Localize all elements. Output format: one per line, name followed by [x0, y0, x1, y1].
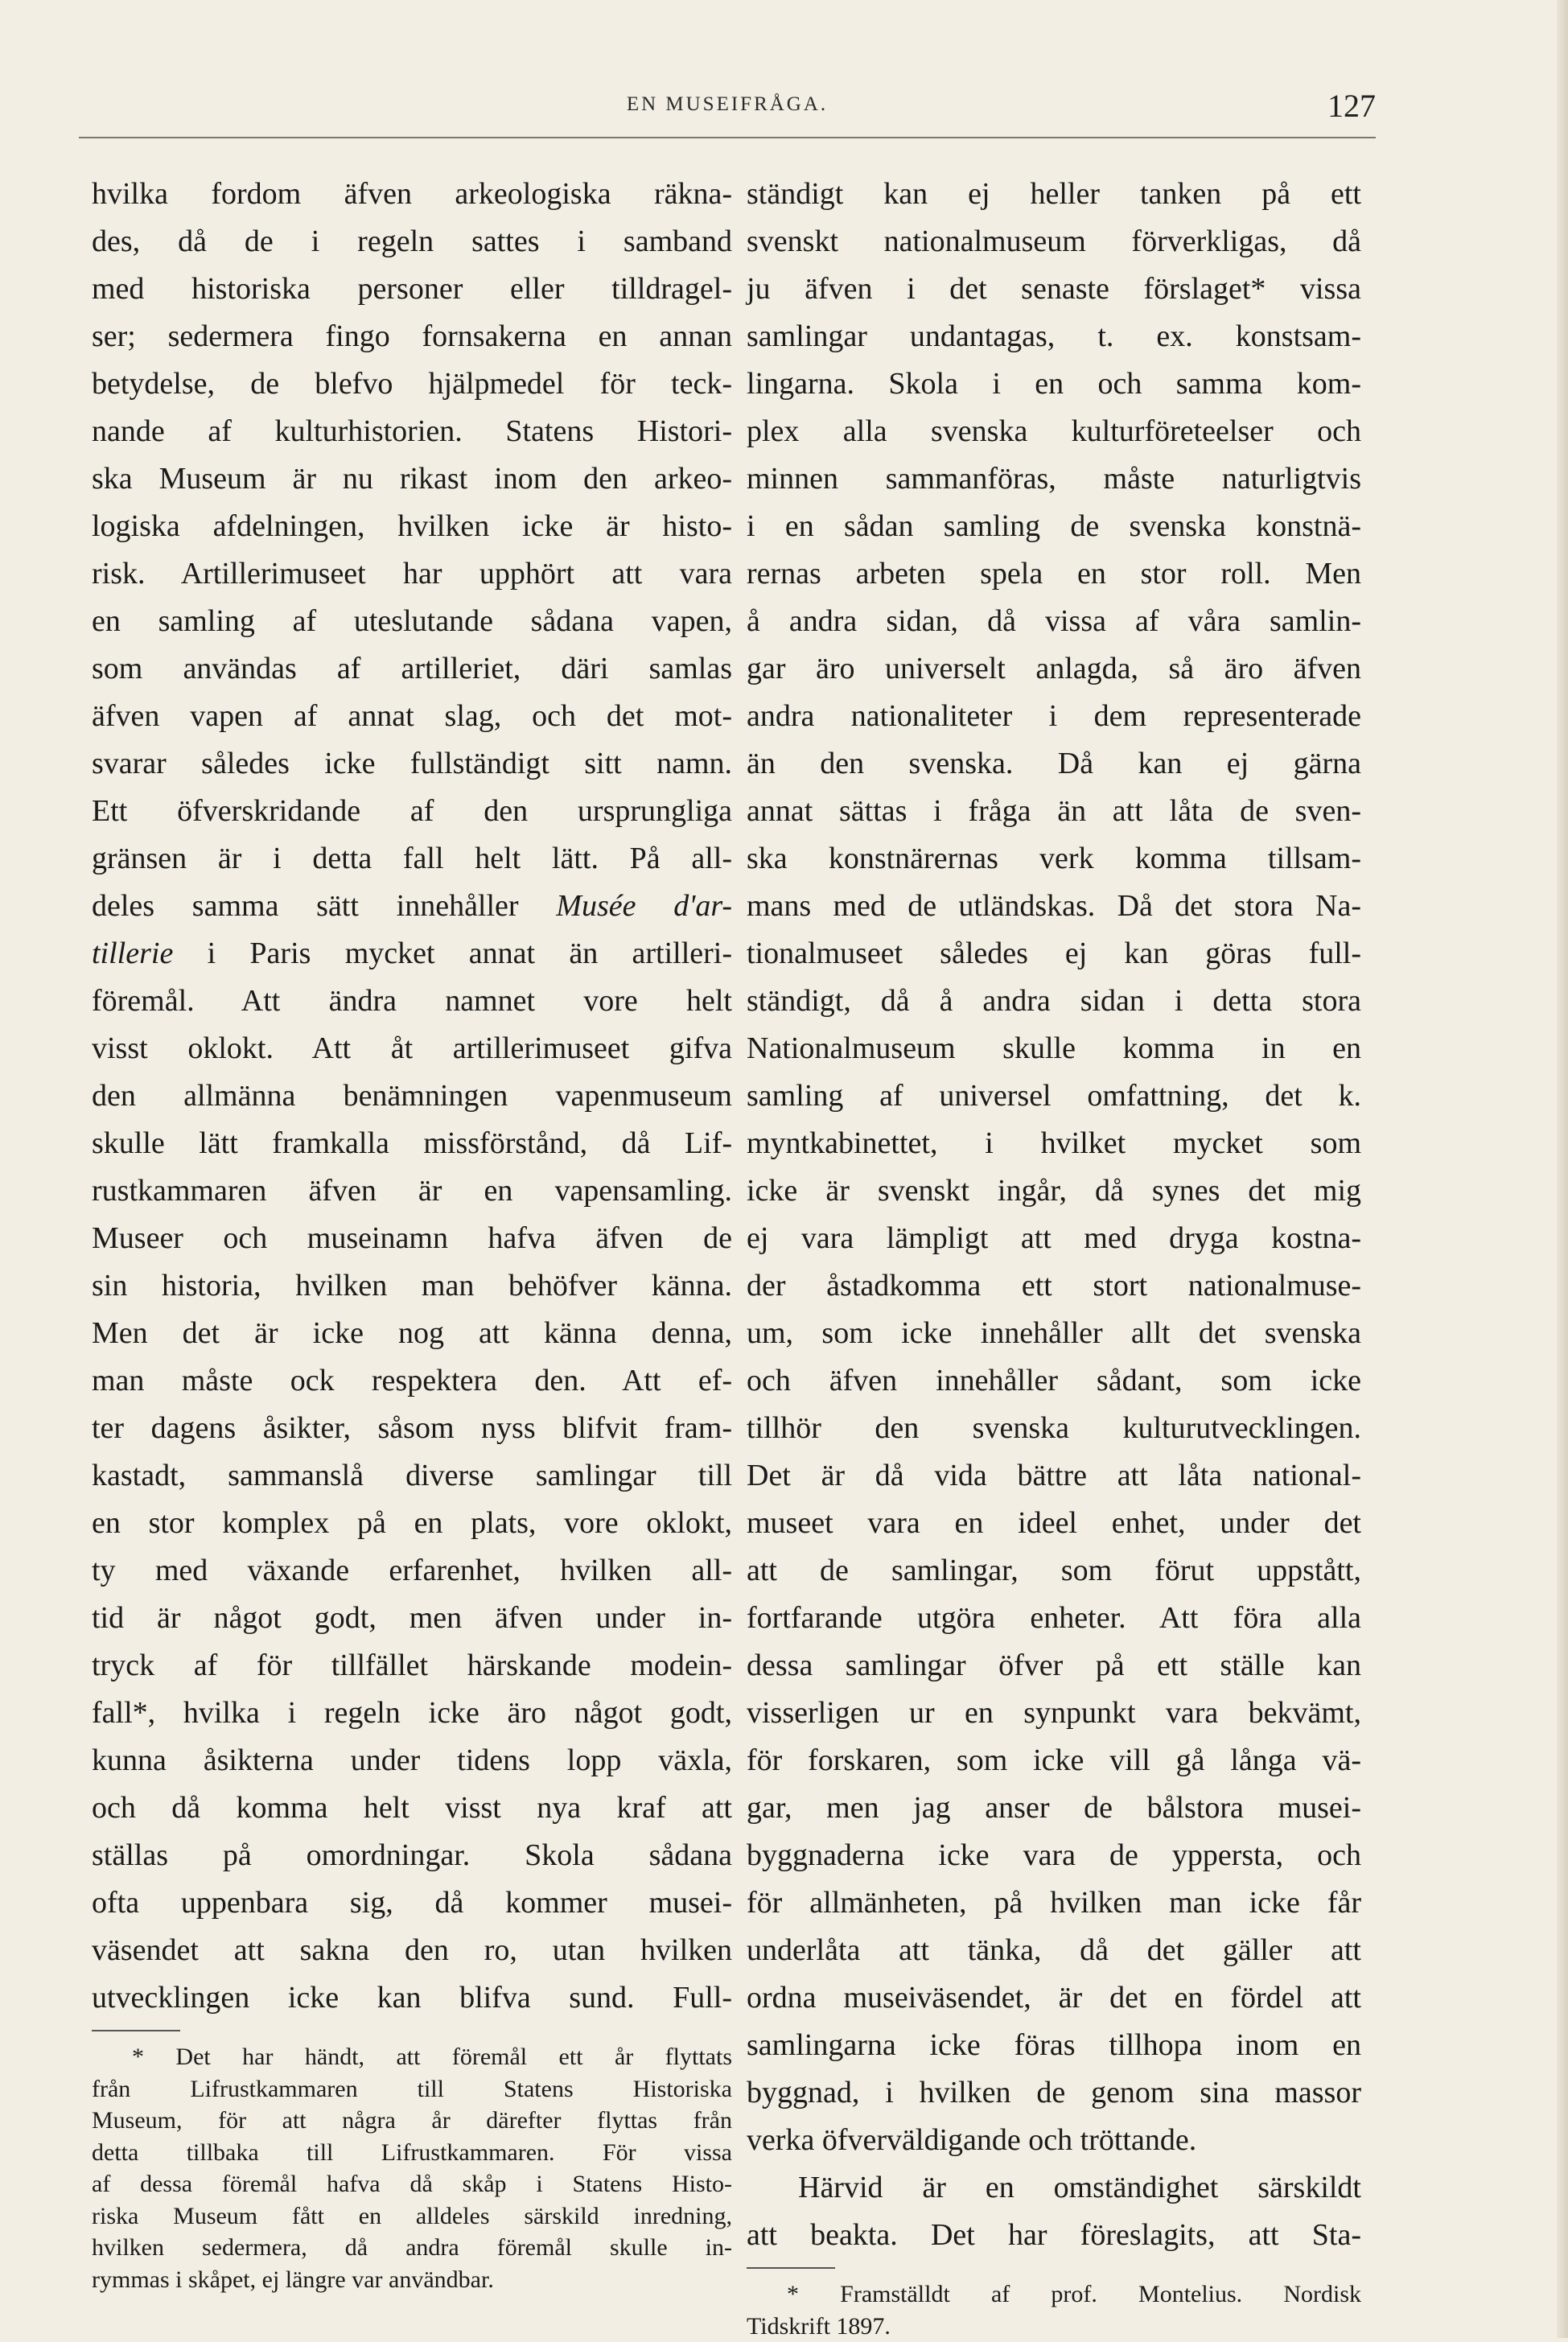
text-line: gar, men jag anser de bålstora musei-	[747, 1784, 1361, 1832]
text-line: logiska afdelningen, hvilken icke är histo-	[92, 503, 732, 550]
text-line: tid är något godt, men äfven under in-	[92, 1595, 732, 1642]
text-line: föremål. Att ändra namnet vore helt	[92, 978, 732, 1025]
text-line: underlåta att tänka, då det gäller att	[747, 1927, 1361, 1974]
text-line: som användas af artilleriet, däri samlas	[92, 645, 732, 693]
text-line: betydelse, de blefvo hjälpmedel för teck-	[92, 360, 732, 408]
italic-title: tillerie	[92, 936, 173, 970]
text-line: dessa samlingar öfver på ett ställe kan	[747, 1642, 1361, 1690]
text-line: minnen sammanföras, måste naturligtvis	[747, 455, 1361, 503]
text-line: i en sådan samling de svenska konstnä-	[747, 503, 1361, 550]
text-line: ser; sedermera fingo fornsakerna en annan	[92, 313, 732, 360]
text-line: samlingarna icke föras tillhopa inom en	[747, 2022, 1361, 2069]
text-line: ställas på omordningar. Skola sådana	[92, 1832, 732, 1879]
text-line: rustkammaren äfven är en vapensamling.	[92, 1167, 732, 1215]
text-line: en samling af uteslutande sådana vapen,	[92, 598, 732, 645]
text-line: en stor komplex på en plats, vore oklokt,	[92, 1500, 732, 1547]
text-line: gränsen är i detta fall helt lätt. På all-	[92, 835, 732, 883]
text-line: och äfven innehåller sådant, som icke	[747, 1357, 1361, 1405]
footnote-line: rymmas i skåpet, ej längre var användbar.	[92, 2264, 732, 2296]
text-line: man måste ock respektera den. Att ef-	[92, 1357, 732, 1405]
text-line-with-italic	[92, 930, 732, 978]
text-line: Det är då vida bättre att låta national-	[747, 1452, 1361, 1500]
text-line: skulle lätt framkalla missförstånd, då Lif-	[92, 1120, 732, 1167]
text-line: svenskt nationalmuseum förverkligas, då	[747, 218, 1361, 265]
footnote	[92, 2041, 732, 2295]
footnote-line: Tidskrift 1897.	[747, 2311, 1361, 2342]
text-line: svarar således icke fullständigt sitt namn.	[92, 740, 732, 788]
text-line: museet vara en ideel enhet, under det	[747, 1500, 1361, 1547]
footnote-line: detta tillbaka till Lifrustkammaren. För vissa	[92, 2137, 732, 2169]
text-line: ordna museiväsendet, är det en fördel att	[747, 1974, 1361, 2022]
text-line: Nationalmuseum skulle komma in en	[747, 1025, 1361, 1072]
text-line: annat sättas i fråga än att låta de sven-	[747, 788, 1361, 835]
text-line: lingarna. Skola i en och samma kom-	[747, 360, 1361, 408]
page-number: 127	[1327, 87, 1376, 125]
text-line: visserligen ur en synpunkt vara bekvämt,	[747, 1690, 1361, 1737]
footnote-line: af dessa föremål hafva då skåp i Statens Histo-	[92, 2168, 732, 2200]
text-line: tryck af för tillfället härskande modein-	[92, 1642, 732, 1690]
running-title: EN MUSEIFRÅGA.	[79, 93, 1376, 116]
text-line: samlingar undantagas, t. ex. konstsam-	[747, 313, 1361, 360]
text-line-with-italic	[92, 883, 732, 930]
text-line: um, som icke innehåller allt det svenska	[747, 1310, 1361, 1357]
text-line: gar äro universelt anlagda, så äro äfven	[747, 645, 1361, 693]
footnote-line: * Framställdt af prof. Montelius. Nordisk	[747, 2278, 1361, 2311]
text-line: Museer och museinamn hafva äfven de	[92, 1215, 732, 1262]
text-line: andra nationaliteter i dem representerade	[747, 693, 1361, 740]
footnote	[747, 2278, 1361, 2342]
text-line: verka öfverväldigande och tröttande.	[747, 2117, 1361, 2164]
text-line: tionalmuseet således ej kan göras full-	[747, 930, 1361, 978]
text-line: ska Museum är nu rikast inom den arkeo-	[92, 455, 732, 503]
text-line: des, då de i regeln sattes i samband	[92, 218, 732, 265]
text-line: myntkabinettet, i hvilket mycket som	[747, 1120, 1361, 1167]
text-line: å andra sidan, då vissa af våra samlin-	[747, 598, 1361, 645]
left-column	[92, 171, 732, 2295]
text-fragment: i Paris mycket annat än artilleri-	[173, 936, 732, 970]
page-header	[79, 87, 1376, 143]
text-line: ska konstnärernas verk komma tillsam-	[747, 835, 1361, 883]
text-line: än den svenska. Då kan ej gärna	[747, 740, 1361, 788]
text-line: och då komma helt visst nya kraf att	[92, 1784, 732, 1832]
footnote-line: riska Museum fått en alldeles särskild inredning,	[92, 2200, 732, 2233]
text-line: ter dagens åsikter, såsom nyss blifvit fram-	[92, 1405, 732, 1452]
text-line: utvecklingen icke kan blifva sund. Full-	[92, 1974, 732, 2022]
text-line: nande af kulturhistorien. Statens Histori-	[92, 408, 732, 455]
text-line: ofta uppenbara sig, då kommer musei-	[92, 1879, 732, 1927]
text-line: för forskaren, som icke vill gå långa vä-	[747, 1737, 1361, 1784]
text-line: sin historia, hvilken man behöfver känna.	[92, 1262, 732, 1310]
text-line: kastadt, sammanslå diverse samlingar till	[92, 1452, 732, 1500]
text-line: tillhör den svenska kulturutvecklingen.	[747, 1405, 1361, 1452]
text-line: fortfarande utgöra enheter. Att föra alla	[747, 1595, 1361, 1642]
text-line: risk. Artillerimuseet har upphört att vara	[92, 550, 732, 598]
text-line: ständigt, då å andra sidan i detta stora	[747, 978, 1361, 1025]
text-line: byggnad, i hvilken de genom sina massor	[747, 2069, 1361, 2117]
footnote-line: från Lifrustkammaren till Statens Historiska	[92, 2073, 732, 2105]
text-line: rernas arbeten spela en stor roll. Men	[747, 550, 1361, 598]
italic-title: Musée d'ar-	[556, 889, 732, 923]
text-line: mans med de utländskas. Då det stora Na-	[747, 883, 1361, 930]
text-line: Härvid är en omständighet särskildt	[747, 2164, 1361, 2212]
right-column	[747, 171, 1361, 2342]
footnote-line: hvilken sedermera, då andra föremål skulle in-	[92, 2232, 732, 2264]
footnote-line: Museum, för att några år därefter flyttas från	[92, 2105, 732, 2137]
text-line: Ett öfverskridande af den ursprungliga	[92, 788, 732, 835]
text-line: ty med växande erfarenhet, hvilken all-	[92, 1547, 732, 1595]
text-line: den allmänna benämningen vapenmuseum	[92, 1072, 732, 1120]
text-line: hvilka fordom äfven arkeologiska räkna-	[92, 171, 732, 218]
text-line: för allmänheten, på hvilken man icke får	[747, 1879, 1361, 1927]
text-line: plex alla svenska kulturföreteelser och	[747, 408, 1361, 455]
footnote-rule	[92, 2030, 180, 2031]
text-line: der åstadkomma ett stort nationalmuse-	[747, 1262, 1361, 1310]
text-line: icke är svenskt ingår, då synes det mig	[747, 1167, 1361, 1215]
text-line: att de samlingar, som förut uppstått,	[747, 1547, 1361, 1595]
text-line: att beakta. Det har föreslagits, att Sta-	[747, 2212, 1361, 2259]
text-line: ej vara lämpligt att med dryga kostna-	[747, 1215, 1361, 1262]
text-line: äfven vapen af annat slag, och det mot-	[92, 693, 732, 740]
text-line: ju äfven i det senaste förslaget* vissa	[747, 265, 1361, 313]
text-fragment: deles samma sätt innehåller	[92, 889, 519, 923]
text-line: kunna åsikterna under tidens lopp växla,	[92, 1737, 732, 1784]
text-line: byggnaderna icke vara de yppersta, och	[747, 1832, 1361, 1879]
footnote-line: * Det har händt, att föremål ett år flyttats	[92, 2041, 732, 2073]
text-line: fall*, hvilka i regeln icke äro något godt,	[92, 1690, 732, 1737]
text-line: visst oklokt. Att åt artillerimuseet gifva	[92, 1025, 732, 1072]
footnote-rule	[747, 2267, 835, 2269]
text-line: ständigt kan ej heller tanken på ett	[747, 171, 1361, 218]
text-line: väsendet att sakna den ro, utan hvilken	[92, 1927, 732, 1974]
header-rule	[79, 137, 1376, 138]
scan-edge	[1557, 0, 1568, 2338]
text-line: Men det är icke nog att känna denna,	[92, 1310, 732, 1357]
text-line: samling af universel omfattning, det k.	[747, 1072, 1361, 1120]
text-line: med historiska personer eller tilldragel-	[92, 265, 732, 313]
